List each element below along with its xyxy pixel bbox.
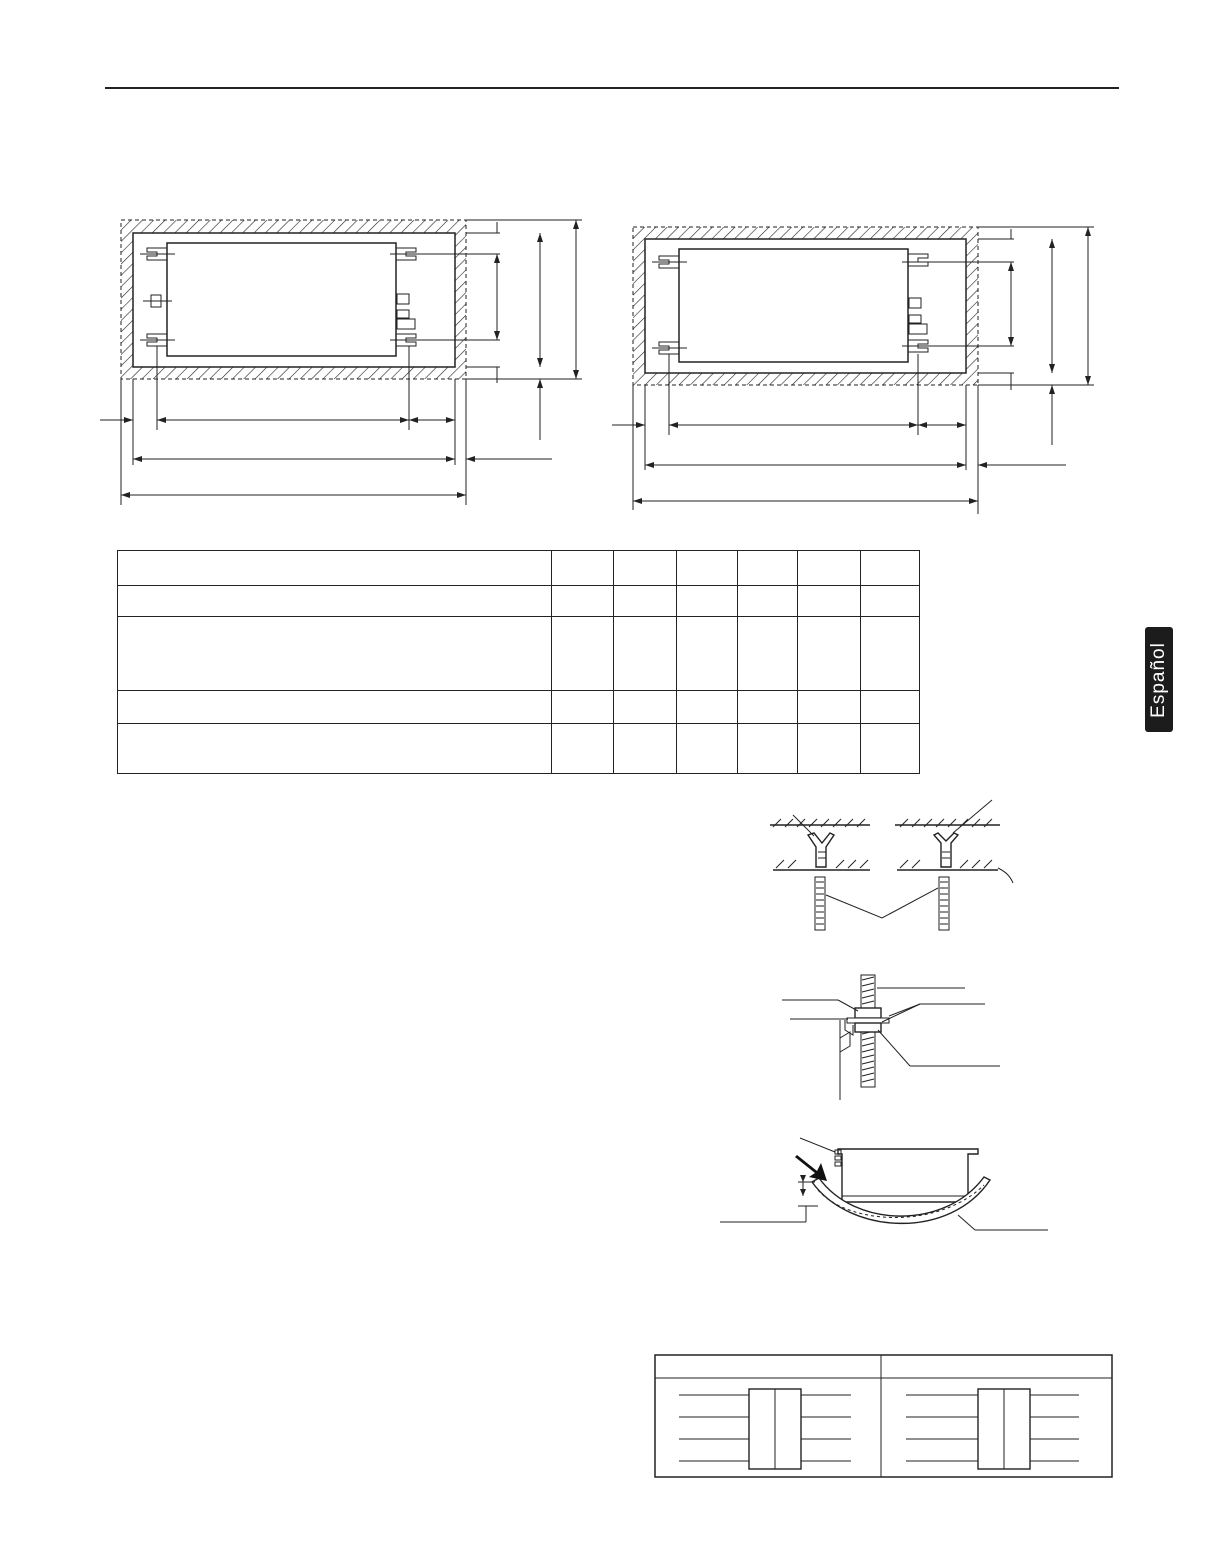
drain-slope-diagram (715, 1130, 1055, 1240)
unit-outline-right-diagram (612, 215, 1097, 525)
table-row (118, 586, 920, 617)
language-tab-label: Español (1148, 641, 1169, 718)
suspension-bolt-diagram (775, 970, 1015, 1105)
unit-outline-left-diagram (100, 210, 570, 520)
terminal-boards-diagram (652, 1352, 1114, 1480)
anchor-bolts-diagram (765, 795, 1025, 935)
specification-table (117, 550, 920, 774)
table-row (118, 724, 920, 774)
header-rule (105, 87, 1119, 89)
table-row (118, 551, 920, 586)
table-row (118, 617, 920, 691)
language-side-tab[interactable] (1145, 627, 1173, 732)
table-row (118, 691, 920, 724)
